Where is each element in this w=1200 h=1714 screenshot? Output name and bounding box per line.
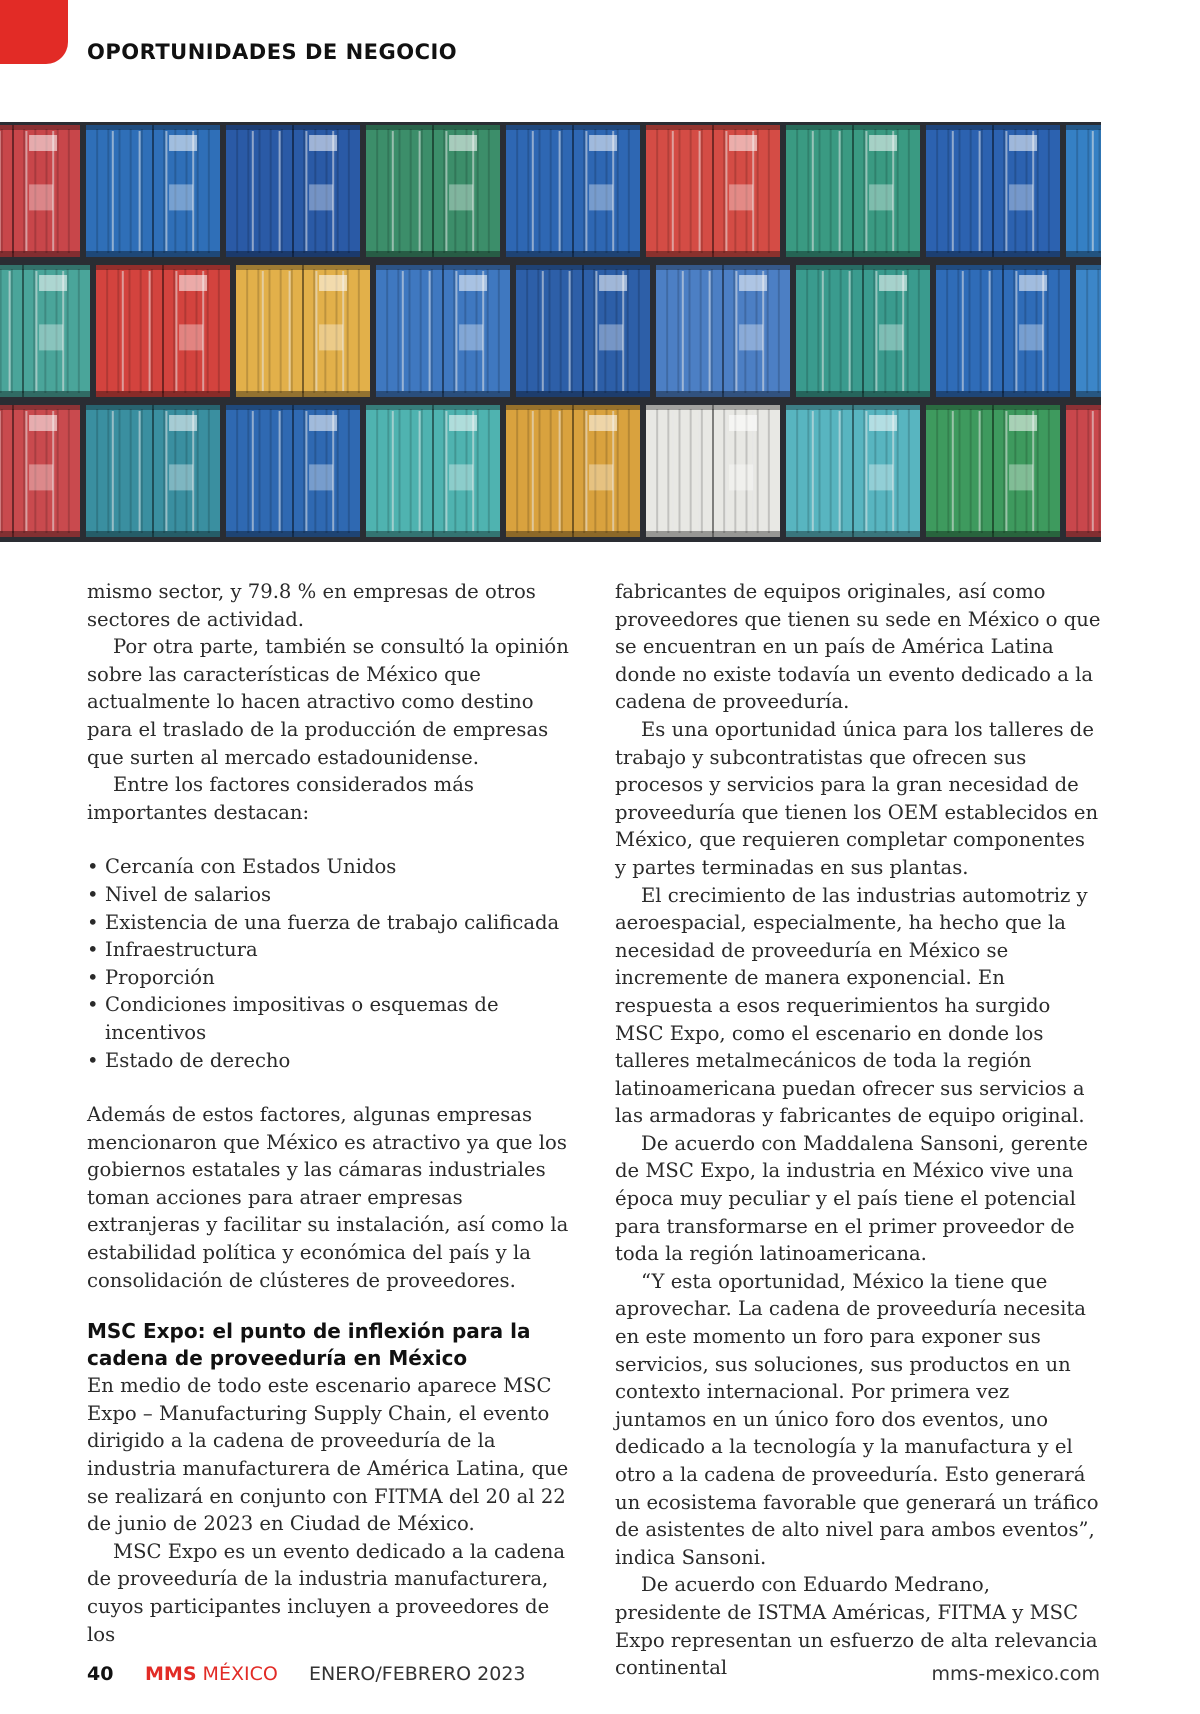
- list-item: • Condiciones impositivas o esquemas de incentivos: [87, 991, 573, 1046]
- right-paragraph-3: El crecimiento de las industrias automotriz y aeroespacial, especialmente, ha hecho que la necesidad de proveeduría en México se incremente de manera exponencial. En respuesta a esos requerimientos ha surgido MSC Expo, como el escenario en donde los talleres metalmecánicos de toda la región latinoamericana puedan ofrecer sus servicios a las armadoras y fabricantes de equipo original.: [615, 883, 1088, 1128]
- page-number: 40: [87, 1663, 114, 1685]
- container: [786, 125, 920, 257]
- container: [226, 125, 360, 257]
- left-column: [87, 578, 573, 1648]
- right-column: [615, 578, 1101, 1682]
- factors-list: [87, 853, 573, 1074]
- container: [0, 265, 90, 397]
- list-item: • Estado de derecho: [87, 1047, 573, 1075]
- container: [796, 265, 930, 397]
- section-label: OPORTUNIDADES DE NEGOCIO: [87, 40, 458, 64]
- container: [926, 405, 1060, 537]
- container: [0, 405, 80, 537]
- container: [226, 405, 360, 537]
- container: [646, 125, 780, 257]
- container: [506, 405, 640, 537]
- container: [366, 125, 500, 257]
- list-item: • Proporción: [87, 964, 573, 992]
- container: [366, 405, 500, 537]
- section-subheading: MSC Expo: el punto de inflexión para la cadena de proveeduría en México: [87, 1319, 531, 1371]
- issue-date: ENERO/FEBRERO 2023: [309, 1663, 526, 1685]
- containers-illustration: [0, 122, 1101, 542]
- list-item: • Nivel de salarios: [87, 881, 573, 909]
- container: [86, 125, 220, 257]
- left-paragraph-2: Por otra parte, también se consultó la opinión sobre las características de México que actualmente lo hacen atractivo como destino para el traslado de la producción de empresas que surten al mercado estadounidense.: [87, 635, 569, 769]
- left-paragraph-1: mismo sector, y 79.8 % en empresas de otros sectores de actividad.: [87, 580, 536, 631]
- container: [376, 265, 510, 397]
- list-item: • Infraestructura: [87, 936, 573, 964]
- container: [1076, 265, 1101, 397]
- magazine-brand: [145, 1663, 278, 1685]
- shipping-containers-photo: [0, 122, 1101, 542]
- container: [786, 405, 920, 537]
- right-paragraph-6: De acuerdo con Eduardo Medrano, presidente de ISTMA Américas, FITMA y MSC Expo representan un esfuerzo de alta relevancia continental: [615, 1573, 1098, 1680]
- container: [936, 265, 1070, 397]
- container: [926, 125, 1060, 257]
- container: [1066, 405, 1101, 537]
- page-footer: [87, 1663, 1100, 1691]
- list-item: • Existencia de una fuerza de trabajo calificada: [87, 909, 573, 937]
- left-paragraph-5: En medio de todo este escenario aparece MSC Expo – Manufacturing Supply Chain, el evento dirigido a la cadena de proveeduría de la industria manufacturera de América Latina, que se realizará en conjunto con FITMA del 20 al 22 de junio de 2023 en Ciudad de México.: [87, 1374, 569, 1536]
- container: [0, 125, 80, 257]
- website: mms-mexico.com: [931, 1663, 1100, 1685]
- left-paragraph-6: MSC Expo es un evento dedicado a la cadena de proveeduría de la industria manufacturera, cuyos participantes incluyen a proveedores de los: [87, 1539, 566, 1646]
- left-paragraph-3: Entre los factores considerados más importantes destacan:: [87, 773, 474, 824]
- right-paragraph-4: De acuerdo con Maddalena Sansoni, gerente de MSC Expo, la industria en México vive una época muy peculiar y el país tiene el potencial para transformarse en el primer proveedor de toda la región latinoamericana.: [615, 1131, 1088, 1266]
- container: [656, 265, 790, 397]
- right-paragraph-2: Es una oportunidad única para los talleres de trabajo y subcontratistas que ofrecen sus procesos y servicios para la gran necesidad de proveeduría que tienen los OEM establecidos en México, que requieren completar componentes y partes terminadas en sus plantas.: [615, 717, 1099, 879]
- brand-mms: MMS: [145, 1663, 197, 1685]
- container: [646, 405, 780, 537]
- container: [506, 125, 640, 257]
- container: [86, 405, 220, 537]
- container: [516, 265, 650, 397]
- container: [96, 265, 230, 397]
- section-corner-tab: [0, 0, 68, 64]
- right-paragraph-5: “Y esta oportunidad, México la tiene que aprovechar. La cadena de proveeduría necesita en este momento un foro para exponer sus servicios, sus soluciones, sus productos en un contexto internacional. Por primera vez juntamos en un único foro dos eventos, uno dedicado a la tecnología y la manufactura y el otro a la cadena de proveeduría. Esto generará un ecosistema favorable que generará un tráfico de asistentes de alto nivel para ambos eventos”, indica Sansoni.: [615, 1269, 1099, 1569]
- right-paragraph-1: fabricantes de equipos originales, así como proveedores que tienen su sede en México o que se encuentran en un país de América Latina donde no existe todavía un evento dedicado a la cadena de proveeduría.: [615, 580, 1101, 714]
- container: [1066, 125, 1101, 257]
- left-paragraph-4: Además de estos factores, algunas empresas mencionaron que México es atractivo ya que los gobiernos estatales y las cámaras industriales toman acciones para atraer empresas extranjeras y facilitar su instalación, así como la estabilidad política y económica del país y la consolidación de clústeres de proveedores.: [87, 1103, 569, 1292]
- list-item: • Cercanía con Estados Unidos: [87, 853, 573, 881]
- brand-mexico: MÉXICO: [202, 1663, 278, 1685]
- container: [236, 265, 370, 397]
